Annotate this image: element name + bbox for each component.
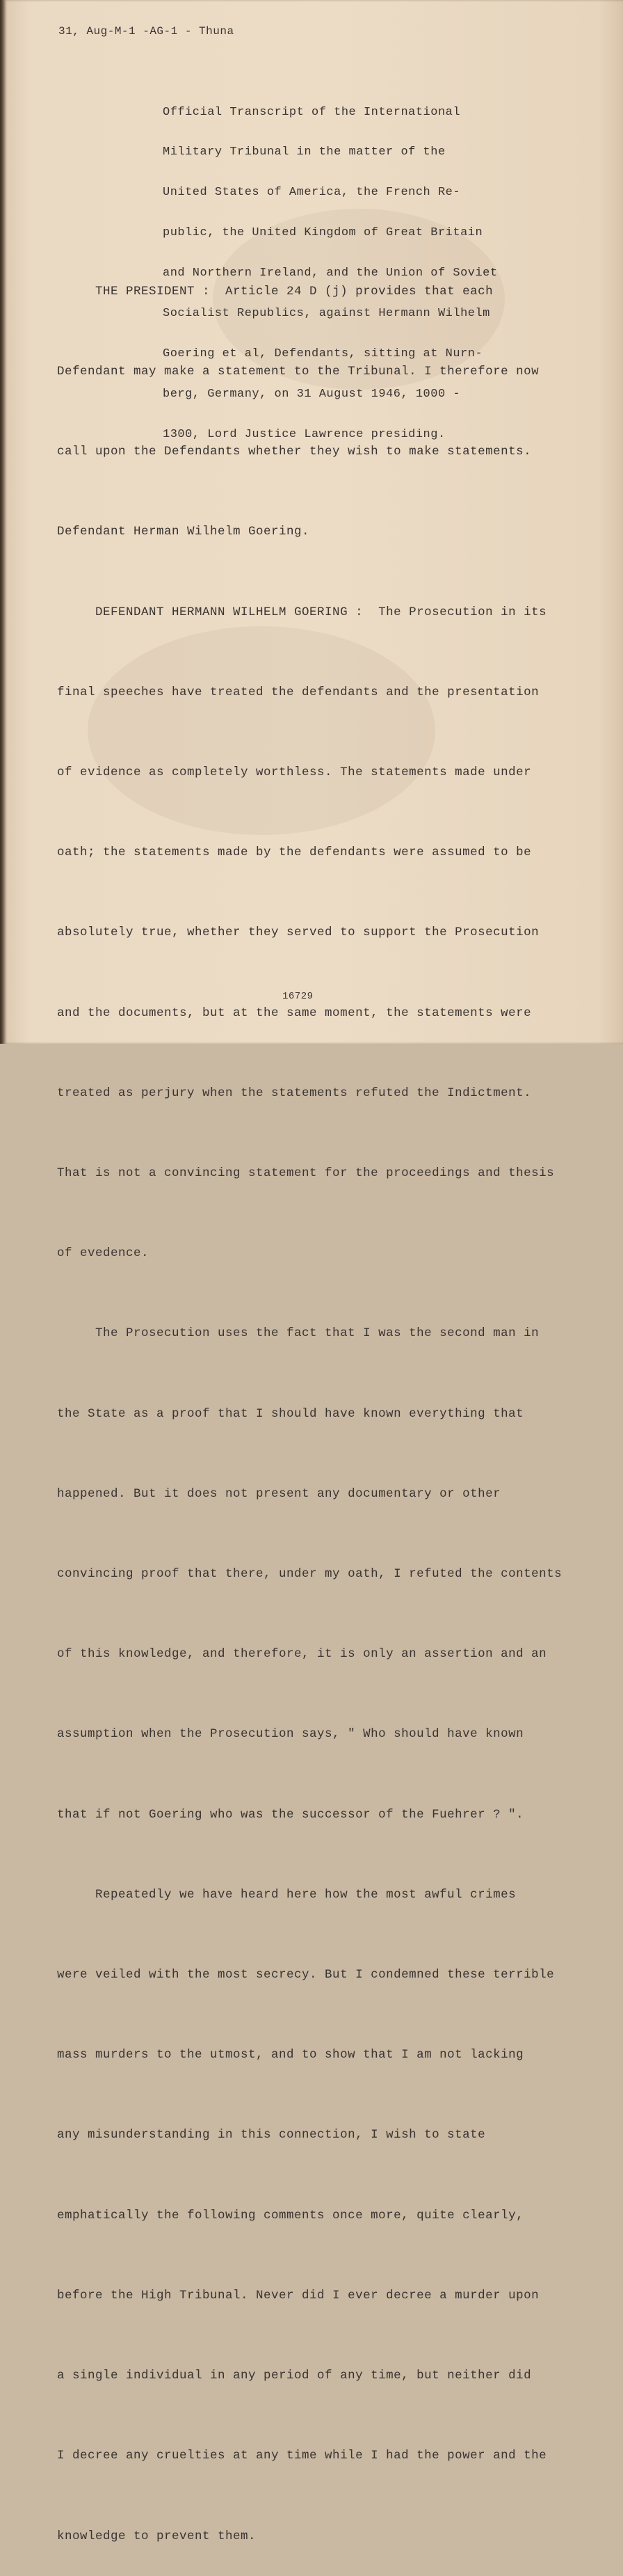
caption-line: Military Tribunal in the matter of the bbox=[163, 145, 446, 159]
body-line: absolutely true, whether they served to support the Prosecution bbox=[57, 925, 540, 940]
body-line: oath; the statements made by the defendants were assumed to be bbox=[57, 845, 532, 860]
caption-line: Socialist Republics, against Hermann Wilhelm bbox=[163, 307, 490, 321]
caption-line: and Northern Ireland, and the Union of Soviet bbox=[163, 267, 498, 280]
body-line: that if not Goering who was the successor of the Fuehrer ? ". bbox=[57, 1807, 524, 1822]
transcript-body bbox=[57, 225, 599, 2576]
caption-line: public, the United Kingdom of Great Britain bbox=[163, 226, 483, 240]
body-line: treated as perjury when the statements refuted the Indictment. bbox=[57, 1086, 532, 1100]
document-reference-code: 31, Aug-M-1 -AG-1 - Thuna bbox=[58, 25, 234, 38]
body-line: That is not a convincing statement for the proceedings and thesis bbox=[57, 1166, 555, 1181]
body-line: happened. But it does not present any documentary or other bbox=[57, 1486, 501, 1501]
caption-line: United States of America, the French Re- bbox=[163, 186, 461, 200]
body-line: The Prosecution uses the fact that I was the second man in bbox=[57, 1326, 540, 1341]
body-line: I decree any cruelties at any time while I had the power and the bbox=[57, 2449, 547, 2463]
body-line: and the documents, but at the same moment, the statements were bbox=[57, 1005, 532, 1020]
body-line: emphatically the following comments once more, quite clearly, bbox=[57, 2208, 524, 2223]
body-line: call upon the Defendants whether they wish to make statements. bbox=[57, 445, 532, 459]
body-line: convincing proof that there, under my oath, I refuted the contents bbox=[57, 1567, 563, 1582]
caption-line: Official Transcript of the International bbox=[163, 105, 461, 119]
body-line: were veiled with the most secrecy. But I condemned these terrible bbox=[57, 1968, 555, 1982]
body-line: the State as a proof that I should have known everything that bbox=[57, 1406, 524, 1421]
body-line: final speeches have treated the defendants and the presentation bbox=[57, 685, 540, 699]
body-line: of this knowledge, and therefore, it is only an assertion and an bbox=[57, 1647, 547, 1662]
caption-line: 1300, Lord Justice Lawrence presiding. bbox=[163, 427, 446, 441]
body-line: Repeatedly we have heard here how the most awful crimes bbox=[57, 1887, 517, 1902]
body-line: knowledge to prevent them. bbox=[57, 2529, 257, 2543]
binding-edge bbox=[0, 0, 6, 1044]
body-line: before the High Tribunal. Never did I ever decree a murder upon bbox=[57, 2288, 540, 2303]
body-line: mass murders to the utmost, and to show that I am not lacking bbox=[57, 2048, 524, 2062]
body-line: Defendant may make a statement to the Tribunal. I therefore now bbox=[57, 365, 540, 379]
body-line: Defendant Herman Wilhelm Goering. bbox=[57, 525, 310, 539]
body-line: of evedence. bbox=[57, 1246, 149, 1261]
body-line: assumption when the Prosecution says, " Who should have known bbox=[57, 1727, 524, 1742]
page-number: 16729 bbox=[282, 991, 314, 1002]
body-line: any misunderstanding in this connection, I wish to state bbox=[57, 2128, 486, 2142]
body-line: THE PRESIDENT : Article 24 D (j) provides that each bbox=[57, 284, 494, 299]
body-line: of evidence as completely worthless. The statements made under bbox=[57, 765, 532, 780]
caption-line: berg, Germany, on 31 August 1946, 1000 - bbox=[163, 387, 461, 401]
body-line: DEFENDANT HERMANN WILHELM GOERING : The Prosecution in its bbox=[57, 605, 547, 619]
body-line: a single individual in any period of any time, but neither did bbox=[57, 2369, 532, 2383]
caption-line: Goering et al, Defendants, sitting at Nurn- bbox=[163, 347, 483, 360]
